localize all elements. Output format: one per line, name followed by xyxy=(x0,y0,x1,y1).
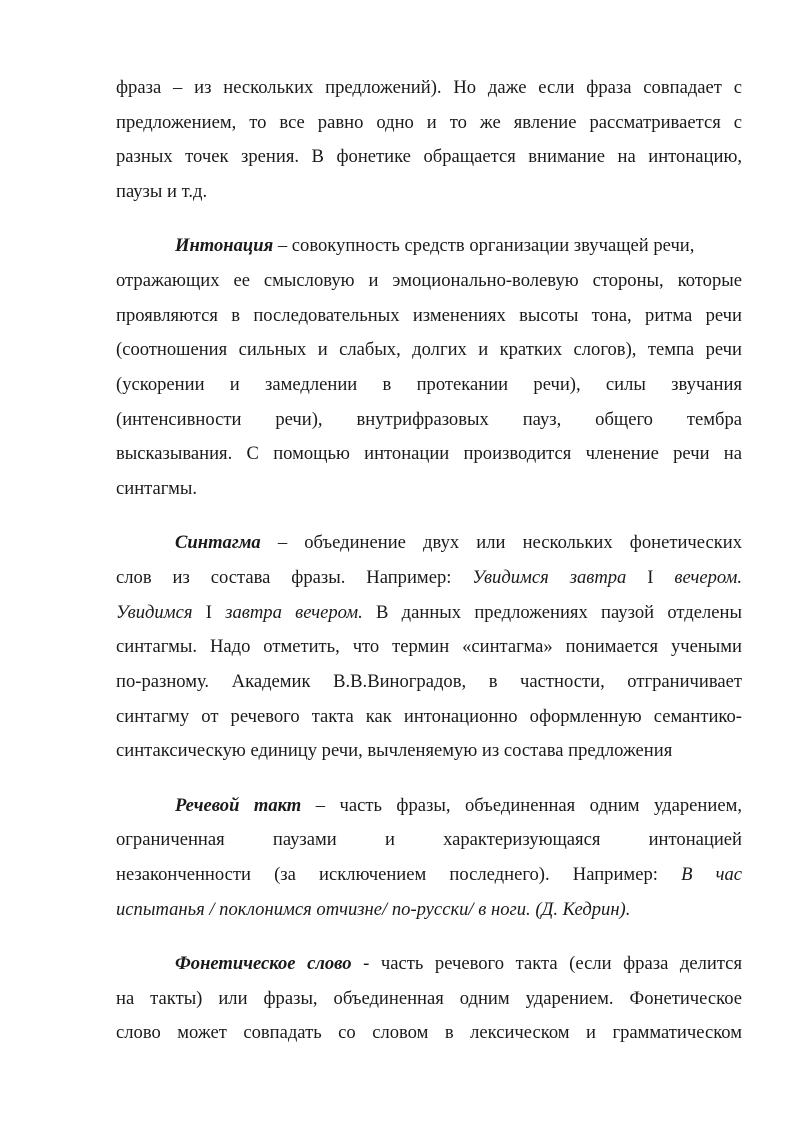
text-span: слов из состава фразы. Например: xyxy=(116,567,473,588)
example-text: Увидимся завтра xyxy=(472,567,627,588)
pause-mark: I xyxy=(192,602,226,623)
term-intonation: Интонация xyxy=(175,235,274,256)
text-span: В данных предложениях паузой отделены xyxy=(362,602,742,623)
pause-mark: I xyxy=(626,567,675,588)
example-text: завтра вечером. xyxy=(225,602,363,623)
text-line: проявляются в последовательных изменениях высоты тона, ритма речи xyxy=(116,305,742,326)
text-line: предложением, то все равно одно и то же явление рассматривается с xyxy=(116,112,742,133)
text-span: – совокупность средств организации звучащей речи, xyxy=(273,235,695,256)
syntagma-line-3 xyxy=(116,601,742,625)
example-text: В час xyxy=(681,864,742,885)
syntagma-line-2 xyxy=(116,566,742,590)
paragraph-syntagma-first-line xyxy=(175,531,742,555)
text-line: на такты) или фразы, объединенная одним ударением. Фонетическое xyxy=(116,988,742,1009)
term-phonetic-word: Фонетическое слово xyxy=(175,953,352,974)
text-line: отражающих ее смысловую и эмоционально-волевую стороны, которые xyxy=(116,270,742,291)
text-line: паузы и т.д. xyxy=(116,181,208,202)
paragraph-phonetic-word-first-line xyxy=(175,952,742,976)
text-span: незаконченности (за исключением последнего). Например: xyxy=(116,864,682,885)
text-span: - часть речевого такта (если фраза делится xyxy=(351,953,742,974)
text-line: (соотношения сильных и слабых, долгих и кратких слогов), темпа речи xyxy=(116,339,742,360)
speech-tact-line-3 xyxy=(116,863,742,887)
term-syntagma: Синтагма xyxy=(175,532,261,553)
text-line: разных точек зрения. В фонетике обращается внимание на интонацию, xyxy=(116,146,742,167)
text-line: синтагмы. Надо отметить, что термин «синтагма» понимается учеными xyxy=(116,636,742,657)
text-line: ограниченная паузами и характеризующаяся интонацией xyxy=(116,829,742,850)
text-span: – часть фразы, объединенная одним ударением, xyxy=(301,795,742,816)
text-line: синтагму от речевого такта как интонационно оформленную семантико- xyxy=(116,706,742,727)
text-line: синтагмы. xyxy=(116,478,198,499)
term-speech-tact: Речевой такт xyxy=(175,795,302,816)
text-line: по-разному. Академик В.В.Виноградов, в частности, отграничивает xyxy=(116,671,742,692)
text-line: (ускорении и замедлении в протекании речи), силы звучания xyxy=(116,374,742,395)
paragraph-intonation-first-line xyxy=(175,234,742,258)
text-line: высказывания. С помощью интонации производится членение речи на xyxy=(116,443,742,464)
text-line: (интенсивности речи), внутрифразовых пауз, общего тембра xyxy=(116,409,742,430)
example-text: вечером. xyxy=(674,567,742,588)
example-text: Увидимся xyxy=(116,602,193,623)
text-line: фраза – из нескольких предложений). Но даже если фраза совпадает с xyxy=(116,77,742,98)
text-line: слово может совпадать со словом в лексическом и грамматическом xyxy=(116,1022,742,1043)
text-span: – объединение двух или нескольких фонетических xyxy=(260,532,742,553)
example-text: испытанья / поклонимся отчизне/ по-русски/ в ноги. (Д. Кедрин). xyxy=(116,899,631,920)
text-line: синтаксическую единицу речи, вычленяемую из состава предложения xyxy=(116,740,673,761)
paragraph-speech-tact-first-line xyxy=(175,794,742,818)
